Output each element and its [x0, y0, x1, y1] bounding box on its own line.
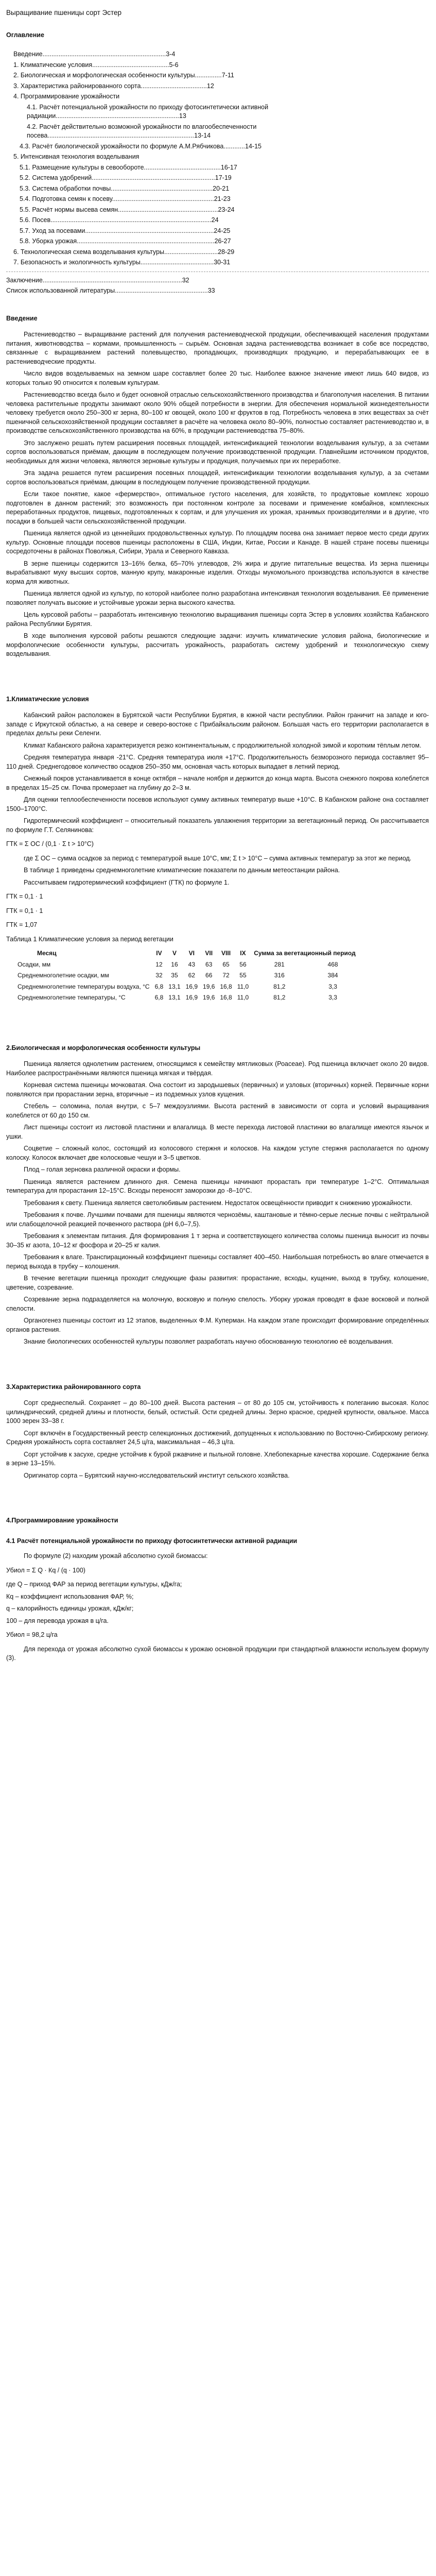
paragraph: Органогенез пшеницы состоит из 12 этапов, выделенных Ф.М. Куперман. На каждом этапе происходит формирование определённых органов растения.: [6, 1317, 429, 1333]
climate-mid-body: [6, 866, 429, 887]
paragraph: q – калорийность единицы урожая, кДж/кг;: [6, 1605, 134, 1612]
climate-table-header: [6, 948, 358, 959]
table-cell: 81,2: [273, 982, 286, 990]
toc-item[interactable]: 4.3. Расчёт биологической урожайности по формуле А.М.Рябчикова............14-15: [20, 142, 261, 150]
table-cell: 43: [188, 960, 196, 968]
paragraph: Стебель – соломина, полая внутри, с 5–7 междоузлиями. Высота растений в зависимости от сорта и условий выращивания колеблется от 60 до 150 см.: [6, 1103, 429, 1119]
table-cell: 35: [171, 972, 178, 979]
paragraph: Созревание зерна подразделяется на молочную, восковую и полную спелость. Уборку урожая проводят в фазе восковой и полной спелости.: [6, 1296, 429, 1312]
table-cell: Среднемноголетние осадки, мм: [18, 972, 109, 979]
paragraph: Сорт среднеспелый. Сохраняет – до 80–100 дней. Высота растения – от 80 до 105 см, устойчивость к полеганию высокая. Колос цилиндрический, средней длины и плотности, белый, остистый. Ости средней длины. Зерно красное, средней крупности, овальное. Масса 1000 зерен 33–38 г.: [6, 1399, 429, 1425]
gtk-formula-where: где Σ ОС – сумма осадков за период с температурой выше 10°С, мм; Σ t > 10°С – сумма активных температур за этот же период.: [24, 854, 412, 862]
paragraph: Климат Кабанского района характеризуется резко континентальным, с продолжительной холодной зимой и коротким тёплым летом.: [24, 741, 422, 749]
variety-heading: 3.Характеристика районированного сорта: [6, 1383, 141, 1391]
toc-item[interactable]: 5.6. Посев..........................................................................................24: [20, 216, 219, 224]
paragraph: По формуле (2) находим урожай абсолютно сухой биомассы:: [24, 1552, 208, 1560]
biology-body: [6, 1060, 429, 1347]
paragraph: Средняя температура января -21°С. Средняя температура июля +17°С. Продолжительность безморозного периода составляет 95–110 дней. Среднегодовое количество осадков 250–350 мм, основная часть которых выпадает в летний период.: [6, 754, 429, 770]
paragraph: Рассчитываем гидротермический коэффициент (ГТК) по формуле 1.: [24, 878, 230, 886]
toc-item[interactable]: Список использованной литературы....................................................33: [6, 287, 215, 294]
climate-table-body: [6, 959, 358, 1004]
table-header-cell: VII: [205, 950, 213, 957]
toc-item[interactable]: 6. Технологическая схема возделывания культуры..............................28-29: [13, 248, 235, 256]
gtk-result: ГТК = 1,07: [6, 921, 38, 928]
paragraph: Цель курсовой работы – разработать интенсивную технологию выращивания пшеницы сорта Эстер в условиях хозяйства Кабанского района Республики Бурятия.: [6, 611, 429, 628]
toc-item[interactable]: 1. Климатические условия...........................................5-6: [13, 61, 179, 69]
toc-item[interactable]: 5.1. Размещение культуры в севообороте...........................................16-17: [20, 163, 237, 171]
biomass-formula-where: [6, 1580, 429, 1625]
table-header-cell: Сумма за вегетационный период: [254, 950, 356, 957]
paragraph: Плод – голая зерновка различной окраски и формы.: [24, 1166, 181, 1173]
toc-item[interactable]: 5.4. Подготовка семян к посеву.........................................................21-23: [20, 195, 231, 202]
table-header-cell: V: [172, 950, 177, 957]
table-cell: 65: [222, 960, 230, 968]
table-cell: 316: [274, 972, 285, 979]
paragraph: Лист пшеницы состоит из листовой пластинки и влагалища. В месте перехода листовой пластинки во влагалище имеются язычок и ушки.: [6, 1124, 429, 1140]
table-of-contents: [6, 50, 429, 296]
toc-item[interactable]: 3. Характеристика районированного сорта.....................................12: [13, 82, 214, 90]
table-cell: Осадки, мм: [18, 960, 51, 968]
table-cell: 13,1: [168, 994, 181, 1001]
table-cell: 3,3: [328, 994, 337, 1001]
paragraph: Корневая система пшеницы мочковатая. Она состоит из зародышевых (первичных) и узловых (вторичных) корней. Первичные корни появляются при прорастании зерна, вторичные – из подземных узлов кущения.: [6, 1081, 429, 1098]
toc-item[interactable]: 5.8. Уборка урожая.............................................................................26-27: [20, 238, 231, 245]
table-cell: 12: [155, 960, 163, 968]
paragraph: В течение вегетации пшеница проходит следующие фазы развития: прорастание, всходы, кущение, выход в трубку, колошение, цветение, созревание.: [6, 1275, 429, 1291]
paragraph: Растениеводство – выращивание растений для получения растениеводческой продукции, обеспечивающей населения продуктами питания, животноводства – кормами, промышленность – сырьём. Основная задача растениеводства возникает в собе все посредство, связанные с выращиванием растений полевыщество, пропадающих, производящих продукцию, и перерабатывающих ее в растениеводческие продукты.: [6, 331, 429, 365]
paragraph: Требования к почве. Лучшими почвами для пшеницы являются чернозёмы, каштановые и тёмно-серые лесные почвы с нейтральной или слабощелочной реакцией почвенного раствора (рН 6,0–7,5).: [6, 1211, 429, 1228]
paragraph: Сорт устойчив к засухе, средне устойчив к бурой ржавчине и пыльной головне. Хлебопекарные качества хорошие. Содержание белка в зерне 13–15%.: [6, 1450, 429, 1467]
paragraph: Пшеница является одной из ценнейших продовольственных культур. По площадям посева она занимает первое место среди других культур. Основные площади посевов пшеницы расположены в США, Индии, Китае, России и Канаде. В нашей стране посевы пшеницы сосредоточены в районах Поволжья, Сибири, Урала и Северного Кавказа.: [6, 530, 429, 555]
intro-body: [6, 330, 429, 659]
table-cell: 281: [274, 960, 285, 968]
toc-item[interactable]: 7. Безопасность и экологичность культуры.........................................30-31: [13, 259, 231, 266]
biomass-result: Убиол = 98,2 ц/га: [6, 1631, 58, 1638]
table-caption: Таблица 1 Климатические условия за период вегетации: [6, 935, 173, 943]
paragraph: Эта задача решается путем расширения посевных площадей, интенсификации технологии возделывания культур, а за счетами сортов воспользоваться приёмам, дающим в последующем получение производственной продукции.: [6, 469, 429, 486]
paragraph: Оригинатор сорта – Бурятский научно-исследовательский институт сельского хозяйства.: [24, 1471, 290, 1479]
table-row: [6, 959, 358, 971]
table-header-cell: IX: [240, 950, 246, 957]
toc-item[interactable]: 4.1. Расчёт потенциальной урожайности по приходу фотосинтетически активной радиации.....................................................................13: [27, 103, 269, 120]
climate-table: [6, 948, 358, 1004]
table-cell: 11,0: [237, 994, 249, 1001]
table-row: [6, 981, 358, 993]
variety-body: [6, 1399, 429, 1480]
paragraph: Число видов возделываемых на земном шаре составляет более 20 тыс. Наиболее важное значение имеют лишь 640 видов, из которых только 90 относится к полевым культурам.: [6, 370, 429, 386]
table-cell: 32: [155, 972, 163, 979]
climate-body: [6, 711, 429, 835]
paragraph: Соцветие – сложный колос, состоящий из колосового стержня и колосков. На каждом уступе стержня располагается по одному колоску. Колосок включает две колосковые чешуи и 3–5 цветков.: [6, 1145, 429, 1161]
document-title: Выращивание пшеницы сорт Эстер: [6, 9, 122, 16]
paragraph: Пшеница является растением длинного дня. Семена пшеницы начинают прорастать при температуре 1–2°С. Оптимальная температура для прорастания 12–15°С. Всходы переносят заморозки до -8–10°С.: [6, 1178, 429, 1194]
paragraph: Требования к влаге. Транспирационный коэффициент пшеницы составляет 400–450. Наибольшая потребность во влаге отмечается в период выхода в трубку – колошения.: [6, 1253, 429, 1270]
paragraph: Кq – коэффициент использования ФАР, %;: [6, 1592, 134, 1600]
toc-item[interactable]: 5.7. Уход за посевами........................................................................24-25: [20, 227, 231, 234]
table-cell: 16,8: [220, 994, 232, 1001]
toc-item[interactable]: 5.2. Система удобрений.....................................................................17-19: [20, 174, 232, 181]
paragraph: Пшеница является однолетним растением, относящимся к семейству мятликовых (Роасеае). Род пшеница включает около 20 видов. Наиболее распространёнными являются пшеница мягкая и твёрдая.: [6, 1060, 429, 1077]
table-cell: 11,0: [237, 982, 249, 990]
table-cell: 55: [239, 972, 247, 979]
biology-heading: 2.Биологическая и морфологическая особенности культуры: [6, 1044, 201, 1052]
table-cell: 6,8: [154, 982, 164, 990]
table-cell: 16,8: [220, 982, 232, 990]
table-cell: 62: [188, 972, 196, 979]
paragraph: В ходе выполнения курсовой работы решаются следующие задачи: изучить климатические условия района, биологические и морфологические особенности культуры, рассчитать урожайность, разработать систему удобрений и технологическую схему возделывания.: [6, 632, 429, 657]
paragraph: где Q – приход ФАР за период вегетации культуры, кДж/га;: [6, 1581, 182, 1588]
climate-heading: 1.Климатические условия: [6, 695, 89, 703]
table-cell: 16,9: [185, 994, 198, 1001]
paragraph: Сорт включён в Государственный реестр селекционных достижений, допущенных к использованию по Восточно-Сибирскому региону. Средняя урожайность сорта составляет 24,5 ц/га, максимальная – 46,3 ц/га.: [6, 1429, 429, 1446]
table-cell: 66: [205, 972, 213, 979]
paragraph: Гидротермический коэффициент – относительный показатель увлажнения территории за вегетационный период. Он рассчитывается по формуле Г.Т. Селянинова:: [6, 817, 429, 834]
table-cell: 72: [222, 972, 230, 979]
table-cell: 384: [327, 972, 338, 979]
table-header-cell: VI: [188, 950, 195, 957]
paragraph: Кабанский район расположен в Бурятской части Республики Бурятия, в южной части республики. Район граничит на западе и юго-западе с Иркутской областью, а на севере и северо-востоке с Прибайкальским районом. Большая часть его территории располагается в пределах дельты реки Селенги.: [6, 711, 429, 737]
table-cell: 13,1: [168, 982, 181, 990]
table-cell: 56: [239, 960, 247, 968]
table-cell: 16,9: [185, 982, 198, 990]
paragraph: Это заслужено решать путем расширения посевных площадей, интенсификацией технологии возделывания культур, а за счетами сортов воспользоваться приёмам, дающим в последующем получение производственной продукции. Главнейшим источником продуктов, необходимых для жизни человека, являются зерновые культуры и продукция, получаемых при их переработке.: [6, 439, 429, 465]
table-cell: 6,8: [154, 994, 164, 1001]
biomass-formula: Убиол = Σ Q · Кq / (q · 100): [6, 1566, 85, 1574]
table-cell: 19,6: [203, 982, 215, 990]
table-cell: Среднемноголетние температуры воздуха, °С: [18, 982, 150, 990]
table-cell: Среднемноголетние температуры, °С: [18, 994, 126, 1001]
toc-item[interactable]: Введение.....................................................................3-4: [13, 50, 176, 58]
paragraph: Знание биологических особенностей культуры позволяет разработать научно обоснованную технологию её возделывания.: [24, 1338, 393, 1345]
paragraph: 100 – для перевода урожая в ц/га.: [6, 1617, 109, 1624]
paragraph: Если такое понятие, какое «фермерство», оптимальное густого населения, для хозяйств, то продуктовые комплекс хорошо подготовлен в данном растений; это возможность при постоянном контроле за посевами и применение комбайнов, комплексных переработанных продуктов, пищевых, подготовленных к сортам, и для улучшения их урожая, хранимых производителями и в другие, что посадки в большей части сельскохозяйственной продукции.: [6, 490, 429, 525]
toc-item[interactable]: 5.5. Расчёт нормы высева семян........................................................23-24: [20, 206, 235, 213]
table-cell: 468: [327, 960, 338, 968]
table-header-cell: Месяц: [37, 950, 57, 957]
table-cell: 19,6: [203, 994, 215, 1001]
toc-item[interactable]: Заключение..............................................................................32: [6, 276, 189, 284]
paragraph: Пшеница является одной из культур, по которой наиболее полно разработана интенсивная технология возделывания. Её применение позволяет получать высокие и устойчивые урожаи зерна высокого качества.: [6, 590, 429, 606]
intro-heading: Введение: [6, 314, 38, 322]
paragraph: Требования к свету. Пшеница является светолюбивым растением. Недостаток освещённости приводит к снижению урожайности.: [24, 1199, 412, 1207]
toc-item[interactable]: 4.2. Расчёт действительно возможной урожайности по влагообеспеченности посева..................................................................................13-14: [27, 123, 257, 139]
table-cell: 81,2: [273, 994, 286, 1001]
programming-subheading: 4.1 Расчёт потенциальной урожайности по приходу фотосинтетически активной радиации: [6, 1537, 298, 1545]
paragraph: В таблице 1 приведены среднемноголетние климатические показатели по данным метеостанции района.: [24, 867, 340, 874]
paragraph: Для оценки теплообеспеченности посевов используют сумму активных температур выше +10°С. В Кабанском районе она составляет 1500–1700°С.: [6, 796, 429, 812]
gtk-calc-1: ГТК = 0,1 · 1: [6, 893, 43, 900]
table-cell: 63: [205, 960, 213, 968]
gtk-formula: ГТК = Σ ОС / (0,1 · Σ t > 10°С): [6, 840, 94, 848]
table-header-cell: VIII: [221, 950, 231, 957]
paragraph: Требования к элементам питания. Для формирования 1 т зерна и соответствующего количества соломы пшеница выносит из почвы 30–35 кг азота, 10–12 кг фосфора и 20–25 кг калия.: [6, 1232, 429, 1249]
toc-heading: Оглавление: [6, 31, 44, 39]
paragraph: Снежный покров устанавливается в конце октября – начале ноября и держится до конца марта. Высота снежного покрова колеблется в пределах 15–25 см. Почва промерзает на глубину до 2–3 м.: [6, 775, 429, 791]
table-row: [6, 992, 358, 1004]
gtk-calc-2: ГТК = 0,1 · 1: [6, 907, 43, 914]
toc-item[interactable]: 4. Программирование урожайности: [13, 93, 120, 100]
programming-closing: Для перехода от урожая абсолютно сухой биомассы к урожаю основной продукции при стандартной влажности используем формулу (3).: [6, 1645, 429, 1662]
programming-body: [6, 1552, 429, 1561]
paragraph: Растениеводство всегда было и будет основной отраслью сельскохозяйственного производства и благополучия населения. В питании человека растительные продукты занимают около 90% общей потребности в энергии. Для обеспечения нормальной жизнедеятельности человеку требуется около 250–300 кг зерна, 80–100 кг овощей, около 100 кг фруктов в год. Потребность человека в этих веществах за счёт пшеничной сельскохозяйственной продукции составляет в расчёте на человека около 80–90%, полностью составляет растениеводство и, в производстве сельскохозяйственного производства на 60%, в продукции растениеводства 75–80%.: [6, 391, 429, 434]
table-header-cell: IV: [156, 950, 162, 957]
programming-heading: 4.Программирование урожайности: [6, 1517, 118, 1524]
table-cell: 16: [171, 960, 178, 968]
toc-item[interactable]: 5.3. Система обработки почвы.........................................................20-21: [20, 184, 230, 192]
toc-item[interactable]: 5. Интенсивная технология возделывания: [13, 153, 139, 160]
toc-item[interactable]: 2. Биологическая и морфологическая особенности культуры...............7-11: [13, 72, 234, 79]
paragraph: В зерне пшеницы содержится 13–16% белка, 65–70% углеводов, 2% жира и другие питательные вещества. Из зерна пшеницы вырабатывают муку высших сортов, манную крупу, макаронные изделия. Отходы мукомольного производства используются в качестве корма для животных.: [6, 560, 429, 585]
table-row: [6, 970, 358, 981]
table-cell: 3,3: [328, 982, 337, 990]
